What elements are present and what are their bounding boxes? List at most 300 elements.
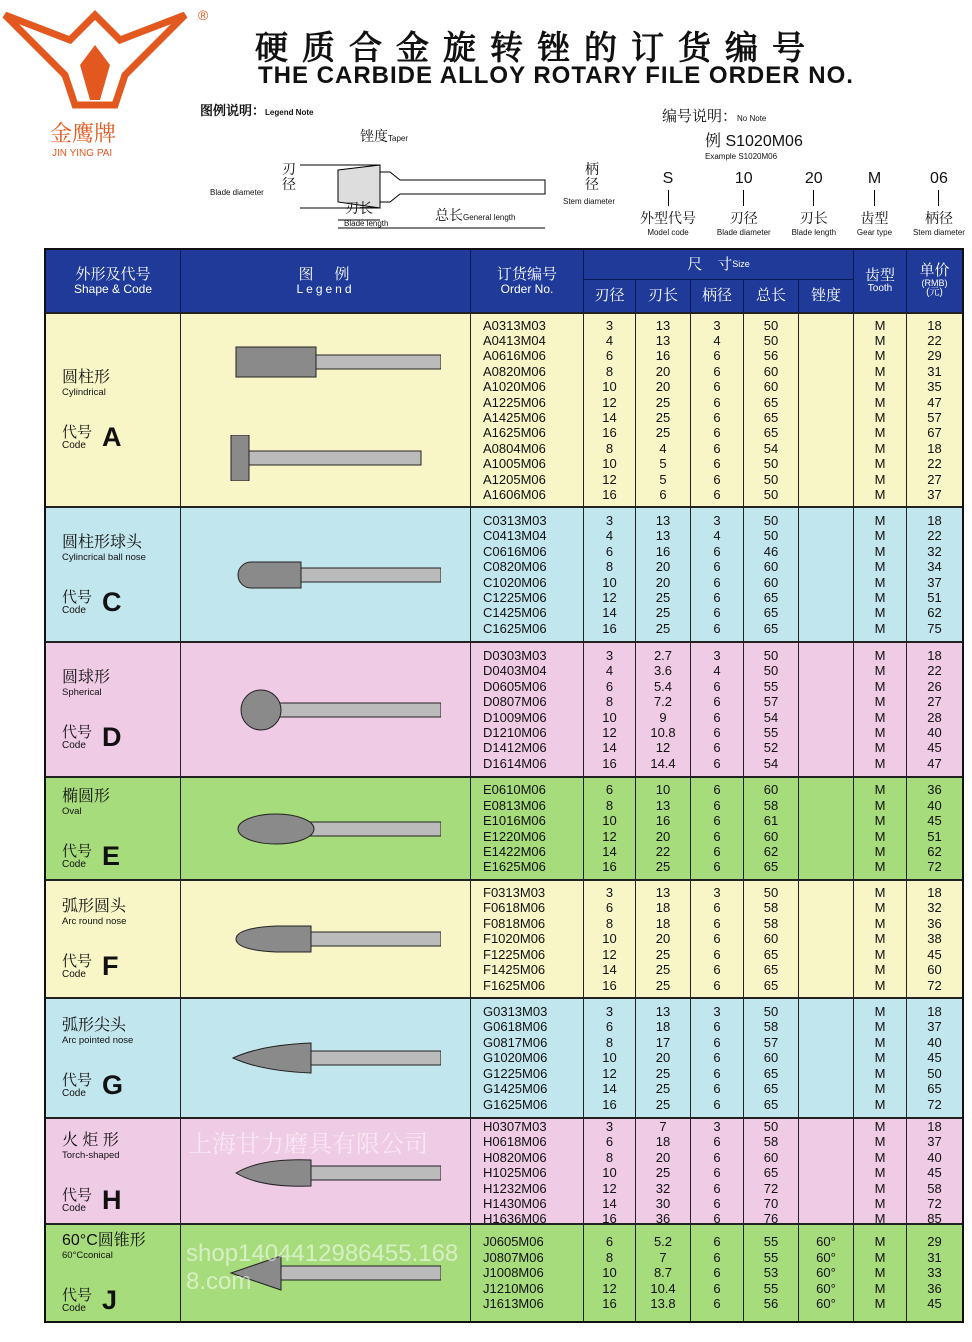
blade-dia-value: 16 bbox=[602, 1096, 617, 1112]
blade-len-value: 13 bbox=[655, 528, 671, 544]
code-label-en: Code bbox=[62, 1202, 86, 1214]
blade-len-value: 7.2 bbox=[653, 694, 673, 710]
total-len-value: 60 bbox=[763, 574, 779, 590]
tooth-value: M bbox=[874, 317, 886, 333]
tooth-column bbox=[854, 881, 907, 997]
tooth-value: M bbox=[874, 946, 886, 962]
blade-len-value: 25 bbox=[655, 1081, 671, 1097]
total-len-value: 50 bbox=[763, 1004, 779, 1020]
total-len-value: 60 bbox=[763, 782, 779, 798]
total-len-value: 52 bbox=[763, 740, 779, 756]
tooth-column bbox=[854, 999, 907, 1117]
blade-len-column bbox=[636, 1119, 691, 1227]
price-value: 40 bbox=[927, 1149, 942, 1165]
order-no-value: D1009M06 bbox=[483, 709, 547, 725]
shape-name-cn: 弧形尖头 bbox=[62, 1017, 127, 1034]
order-no-value: H0820M06 bbox=[483, 1149, 547, 1165]
total-len-value: 65 bbox=[763, 962, 779, 978]
total-len-value: 65 bbox=[763, 1165, 779, 1181]
header-shape: 外形及代号 Shape & Code bbox=[46, 250, 181, 312]
price-value: 36 bbox=[927, 1280, 942, 1296]
price-value: 45 bbox=[927, 1165, 942, 1181]
legend-cell bbox=[181, 999, 471, 1117]
total-len-value: 58 bbox=[763, 915, 779, 931]
stem-dia-value: 6 bbox=[713, 487, 721, 503]
price-value: 47 bbox=[927, 394, 942, 410]
order-no-value: G1425M06 bbox=[483, 1081, 548, 1097]
stem-dia-value: 6 bbox=[713, 363, 721, 379]
blade-len-value: 32 bbox=[655, 1180, 671, 1196]
watermark-shop: shop1404412986455.1688.com bbox=[186, 1240, 459, 1295]
order-no-value: A0804M06 bbox=[483, 440, 546, 456]
order-table bbox=[44, 248, 964, 1323]
header-blade-len: 刃长 bbox=[636, 280, 691, 312]
blade-len-value: 25 bbox=[655, 394, 671, 410]
stem-diameter-label-en: Stem diameter bbox=[563, 197, 616, 206]
stem-dia-value: 6 bbox=[713, 1134, 721, 1150]
total-len-value: 65 bbox=[763, 394, 779, 410]
shape-cell bbox=[46, 508, 181, 641]
tooth-value: M bbox=[874, 755, 886, 771]
blade-len-value: 13 bbox=[655, 332, 671, 348]
blade-dia-value: 10 bbox=[602, 1265, 617, 1281]
taper-value bbox=[824, 648, 828, 663]
price-column bbox=[907, 508, 962, 641]
order-no-value: A1225M06 bbox=[483, 394, 546, 410]
code-label-cn: 代号 bbox=[62, 723, 93, 741]
blade-dia-value: 14 bbox=[602, 605, 617, 621]
brand-logo bbox=[0, 5, 209, 165]
taper-value bbox=[824, 931, 828, 946]
blade-dia-column bbox=[584, 314, 636, 506]
tool-image-icon bbox=[211, 806, 441, 852]
example-code-en: Example S1020M06 bbox=[705, 152, 778, 161]
order-no-value: H1232M06 bbox=[483, 1180, 547, 1196]
stem-dia-value: 6 bbox=[713, 394, 721, 410]
tool-image-icon bbox=[211, 552, 441, 598]
blade-len-value: 25 bbox=[655, 1165, 671, 1181]
blade-len-value: 22 bbox=[655, 843, 671, 859]
tooth-value: M bbox=[874, 589, 886, 605]
tooth-value: M bbox=[874, 379, 886, 395]
order-no-value: C0820M06 bbox=[483, 559, 547, 575]
taper-value bbox=[824, 1165, 828, 1180]
blade-dia-value: 6 bbox=[605, 1134, 614, 1150]
order-no-value: A0313M03 bbox=[483, 317, 546, 333]
price-value: 33 bbox=[927, 1265, 942, 1281]
total-len-value: 65 bbox=[763, 605, 779, 621]
stem-dia-value: 3 bbox=[713, 1119, 721, 1134]
tooth-value: M bbox=[874, 574, 886, 590]
blade-dia-value: 6 bbox=[605, 543, 614, 559]
blade-dia-value: 12 bbox=[602, 471, 617, 487]
stem-dia-value: 6 bbox=[713, 740, 721, 756]
blade-len-value: 5.2 bbox=[653, 1234, 673, 1250]
total-len-value: 65 bbox=[763, 977, 779, 993]
code-parts bbox=[640, 170, 965, 237]
total-len-value: 56 bbox=[763, 348, 779, 364]
tool-dimension-diagram bbox=[300, 150, 560, 230]
header-order-no: 订货编号 Order No. bbox=[471, 250, 584, 312]
price-value: 65 bbox=[927, 1081, 942, 1097]
stem-dia-value: 6 bbox=[713, 755, 721, 771]
blade-dia-value: 10 bbox=[602, 709, 617, 725]
order-no-column bbox=[471, 881, 584, 997]
total-len-value: 57 bbox=[763, 694, 779, 710]
order-no-value: A1005M06 bbox=[483, 456, 546, 472]
divider bbox=[938, 190, 939, 206]
taper-value bbox=[824, 379, 828, 394]
tooth-value: M bbox=[874, 605, 886, 621]
blade-len-value: 20 bbox=[655, 363, 671, 379]
price-value: 38 bbox=[927, 931, 942, 947]
price-value: 58 bbox=[927, 1180, 942, 1196]
total-len-column bbox=[744, 643, 799, 776]
blade-dia-value: 6 bbox=[605, 900, 614, 916]
tooth-value: M bbox=[874, 843, 886, 859]
blade-len-value: 25 bbox=[655, 946, 671, 962]
price-value: 57 bbox=[927, 410, 942, 425]
header-taper: 锉度 bbox=[799, 280, 854, 312]
total-len-value: 58 bbox=[763, 797, 779, 813]
order-no-value: A1425M06 bbox=[483, 410, 546, 425]
blade-dia-value: 14 bbox=[602, 1196, 617, 1212]
shape-name-cn: 60°C圆锥形 bbox=[62, 1232, 146, 1249]
price-value: 36 bbox=[927, 782, 942, 798]
price-value: 32 bbox=[927, 543, 942, 559]
total-len-value: 55 bbox=[763, 1249, 779, 1265]
order-no-value: F0618M06 bbox=[483, 900, 546, 916]
tooth-value: M bbox=[874, 709, 886, 725]
blade-dia-value: 3 bbox=[605, 1119, 614, 1134]
blade-dia-value: 12 bbox=[602, 946, 617, 962]
stem-dia-value: 6 bbox=[713, 1096, 721, 1112]
blade-len-value: 13 bbox=[655, 797, 671, 813]
total-len-value: 60 bbox=[763, 828, 779, 844]
taper-value bbox=[824, 962, 828, 977]
tooth-value: M bbox=[874, 1134, 886, 1150]
order-no-value: C1425M06 bbox=[483, 605, 547, 621]
code-label-cn: 代号 bbox=[62, 842, 93, 860]
stem-dia-value: 6 bbox=[713, 931, 721, 947]
tooth-column bbox=[854, 314, 907, 506]
tooth-value: M bbox=[874, 456, 886, 472]
eagle-logo-icon bbox=[0, 5, 190, 125]
stem-dia-value: 6 bbox=[713, 1149, 721, 1165]
code-label-en: Code bbox=[62, 1303, 86, 1314]
tooth-column bbox=[854, 508, 907, 641]
stem-dia-value: 6 bbox=[713, 1296, 721, 1312]
taper-value bbox=[824, 813, 828, 828]
header-legend: 图 例 Legend bbox=[181, 250, 471, 312]
total-len-value: 60 bbox=[763, 559, 779, 575]
price-value: 31 bbox=[927, 1249, 942, 1265]
blade-dia-value: 8 bbox=[605, 440, 614, 456]
tooth-value: M bbox=[874, 724, 886, 740]
taper-column bbox=[799, 314, 854, 506]
price-value: 72 bbox=[927, 1096, 942, 1112]
order-no-value: A1205M06 bbox=[483, 471, 546, 487]
taper-value bbox=[824, 528, 828, 543]
divider bbox=[874, 190, 875, 206]
total-len-value: 55 bbox=[763, 724, 779, 740]
price-value: 67 bbox=[927, 425, 942, 441]
taper-value bbox=[824, 1081, 828, 1096]
tooth-column bbox=[854, 643, 907, 776]
registered-mark: ® bbox=[198, 7, 209, 23]
stem-dia-value: 6 bbox=[713, 678, 721, 694]
tooth-value: M bbox=[874, 1196, 886, 1212]
tooth-value: M bbox=[874, 663, 886, 679]
title-cn: 硬质合金旋转锉的订货编号 bbox=[255, 28, 819, 67]
price-value: 18 bbox=[927, 512, 942, 528]
tooth-value: M bbox=[874, 931, 886, 947]
blade-len-value: 17 bbox=[655, 1034, 671, 1050]
taper-value bbox=[824, 575, 828, 590]
blade-dia-column bbox=[584, 643, 636, 776]
stem-dia-value: 6 bbox=[713, 410, 721, 425]
blade-len-value: 25 bbox=[655, 410, 671, 425]
shape-name-en: 60°Cconical bbox=[62, 1250, 113, 1261]
code-part-cn: 柄径 bbox=[924, 210, 953, 226]
shape-name-cn: 弧形圆头 bbox=[62, 898, 127, 915]
code-label-cn: 代号 bbox=[62, 424, 93, 441]
order-no-value: G1225M06 bbox=[483, 1065, 548, 1081]
stem-dia-value: 6 bbox=[713, 1249, 721, 1265]
code-part-en: Gear type bbox=[856, 228, 893, 237]
shape-code: E bbox=[102, 840, 121, 871]
blade-len-value: 12 bbox=[655, 740, 671, 756]
section-e bbox=[46, 776, 962, 879]
code-part bbox=[857, 170, 892, 237]
tooth-value: M bbox=[874, 1019, 886, 1035]
taper-value: 60° bbox=[816, 1296, 836, 1312]
shape-name-en: Cylindrical bbox=[62, 387, 106, 398]
order-no-value: C1625M06 bbox=[483, 620, 547, 636]
tooth-value: M bbox=[874, 1249, 886, 1265]
tooth-value: M bbox=[874, 1004, 886, 1020]
total-len-column bbox=[744, 999, 799, 1117]
stem-dia-value: 6 bbox=[713, 1081, 721, 1097]
blade-dia-value: 12 bbox=[602, 724, 617, 740]
stem-dia-column bbox=[691, 1119, 744, 1227]
section-d bbox=[46, 641, 962, 776]
total-len-value: 76 bbox=[763, 1211, 779, 1227]
total-len-column bbox=[744, 508, 799, 641]
tooth-value: M bbox=[874, 410, 886, 425]
price-column bbox=[907, 643, 962, 776]
price-value: 45 bbox=[927, 946, 942, 962]
stem-dia-value: 6 bbox=[713, 1234, 721, 1250]
stem-dia-value: 6 bbox=[713, 559, 721, 575]
blade-dia-value: 12 bbox=[602, 1065, 617, 1081]
order-no-column bbox=[471, 508, 584, 641]
stem-dia-value: 6 bbox=[713, 471, 721, 487]
tooth-value: M bbox=[874, 620, 886, 636]
order-no-value: E1220M06 bbox=[483, 828, 546, 844]
blade-dia-value: 14 bbox=[602, 740, 617, 756]
price-value: 18 bbox=[927, 1004, 942, 1020]
taper-value bbox=[824, 663, 828, 678]
total-len-value: 61 bbox=[763, 813, 779, 829]
total-len-column bbox=[744, 881, 799, 997]
brand-name-en: JIN YING PAI bbox=[52, 148, 113, 159]
tooth-value: M bbox=[874, 1280, 886, 1296]
order-no-value: J0807M06 bbox=[483, 1249, 544, 1265]
order-no-value: A1625M06 bbox=[483, 425, 546, 441]
taper-value: 60° bbox=[816, 1249, 836, 1265]
price-value: 22 bbox=[927, 332, 942, 348]
blade-len-value: 14.4 bbox=[650, 755, 676, 771]
total-len-value: 72 bbox=[763, 1180, 779, 1196]
order-no-value: J1210M06 bbox=[483, 1280, 544, 1296]
header-stem-dia: 柄径 bbox=[691, 280, 744, 312]
price-value: 22 bbox=[927, 456, 942, 472]
blade-len-value: 7 bbox=[659, 1249, 667, 1265]
stem-dia-value: 6 bbox=[713, 1050, 721, 1066]
price-value: 85 bbox=[927, 1211, 942, 1227]
blade-dia-value: 10 bbox=[602, 1050, 617, 1066]
blade-len-column bbox=[636, 314, 691, 506]
blade-len-value: 25 bbox=[655, 589, 671, 605]
total-len-value: 60 bbox=[763, 379, 779, 395]
stem-dia-value: 6 bbox=[713, 605, 721, 621]
code-label-cn: 代号 bbox=[62, 588, 93, 606]
tooth-value: M bbox=[874, 425, 886, 441]
blade-len-value: 5 bbox=[659, 471, 667, 487]
stem-dia-value: 6 bbox=[713, 543, 721, 559]
taper-value bbox=[824, 1035, 828, 1050]
stem-dia-column bbox=[691, 999, 744, 1117]
tooth-value: M bbox=[874, 487, 886, 503]
blade-len-value: 20 bbox=[655, 379, 671, 395]
taper-value bbox=[824, 694, 828, 709]
total-len-value: 58 bbox=[763, 900, 779, 916]
blade-dia-value: 8 bbox=[605, 694, 614, 710]
blade-dia-value: 8 bbox=[605, 1249, 614, 1265]
tooth-value: M bbox=[874, 348, 886, 364]
taper-column bbox=[799, 508, 854, 641]
order-no-value: H0307M03 bbox=[483, 1119, 547, 1134]
blade-diameter-label-en: Blade diameter bbox=[210, 188, 264, 197]
blade-len-value: 18 bbox=[655, 915, 671, 931]
tooth-value: M bbox=[874, 1211, 886, 1227]
order-no-value: E0610M06 bbox=[483, 782, 546, 798]
total-len-value: 70 bbox=[763, 1196, 779, 1212]
price-value: 28 bbox=[927, 709, 942, 725]
shape-cell bbox=[46, 999, 181, 1117]
taper-value bbox=[824, 456, 828, 471]
taper-value bbox=[824, 978, 828, 993]
tooth-value: M bbox=[874, 1265, 886, 1281]
blade-len-value: 16 bbox=[655, 813, 671, 829]
taper-label: 锉度Taper bbox=[360, 128, 409, 144]
tooth-value: M bbox=[874, 977, 886, 993]
blade-len-value: 7 bbox=[659, 1119, 667, 1134]
section-j bbox=[46, 1223, 962, 1321]
code-part bbox=[640, 170, 696, 237]
order-no-value: F1020M06 bbox=[483, 931, 546, 947]
tooth-value: M bbox=[874, 900, 886, 916]
taper-value bbox=[824, 798, 828, 813]
tooth-value: M bbox=[874, 797, 886, 813]
order-no-value: D0403M04 bbox=[483, 663, 547, 679]
blade-dia-value: 14 bbox=[602, 962, 617, 978]
total-len-value: 50 bbox=[763, 332, 779, 348]
order-no-value: A1020M06 bbox=[483, 379, 546, 395]
order-no-value: G0817M06 bbox=[483, 1034, 548, 1050]
total-len-value: 58 bbox=[763, 1019, 779, 1035]
tooth-value: M bbox=[874, 647, 886, 663]
taper-column bbox=[799, 999, 854, 1117]
order-no-value: A0616M06 bbox=[483, 348, 546, 364]
blade-dia-value: 16 bbox=[602, 859, 617, 875]
stem-dia-value: 6 bbox=[713, 1034, 721, 1050]
tooth-value: M bbox=[874, 440, 886, 456]
price-value: 40 bbox=[927, 1034, 942, 1050]
code-part-value: 20 bbox=[804, 170, 823, 187]
price-value: 37 bbox=[927, 487, 942, 503]
stem-dia-value: 6 bbox=[713, 977, 721, 993]
shape-name-cn: 椭圆形 bbox=[62, 787, 111, 805]
blade-len-value: 5 bbox=[659, 456, 667, 472]
blade-dia-column bbox=[584, 1119, 636, 1227]
blade-dia-value: 4 bbox=[605, 332, 614, 348]
order-no-value: J1613M06 bbox=[483, 1296, 544, 1312]
code-label-cn: 代号 bbox=[62, 1287, 93, 1304]
price-value: 45 bbox=[927, 1050, 942, 1066]
order-no-value: D1412M06 bbox=[483, 740, 547, 756]
stem-dia-column bbox=[691, 314, 744, 506]
order-no-value: D0303M03 bbox=[483, 647, 547, 663]
total-len-value: 65 bbox=[763, 1096, 779, 1112]
blade-dia-value: 16 bbox=[602, 620, 617, 636]
blade-dia-value: 12 bbox=[602, 1280, 617, 1296]
code-part-cn: 外型代号 bbox=[640, 210, 696, 226]
total-len-value: 53 bbox=[763, 1265, 779, 1281]
taper-value bbox=[824, 621, 828, 636]
taper-value bbox=[824, 1181, 828, 1196]
order-no-column bbox=[471, 314, 584, 506]
legend-note-label: 图例说明：Legend Note bbox=[200, 103, 314, 118]
price-column bbox=[907, 1119, 962, 1227]
shape-code: G bbox=[102, 1070, 124, 1101]
price-value: 72 bbox=[927, 977, 942, 993]
taper-value: 60° bbox=[816, 1234, 836, 1250]
blade-length-label-cn: 刃长 bbox=[345, 200, 373, 216]
stem-dia-value: 6 bbox=[713, 709, 721, 725]
total-len-value: 54 bbox=[763, 755, 779, 771]
order-no-value: C1225M06 bbox=[483, 589, 547, 605]
tooth-value: M bbox=[874, 363, 886, 379]
blade-len-value: 10.8 bbox=[650, 724, 676, 740]
stem-dia-value: 6 bbox=[713, 1065, 721, 1081]
blade-len-value: 20 bbox=[655, 1050, 671, 1066]
stem-dia-value: 6 bbox=[713, 813, 721, 829]
price-value: 18 bbox=[927, 1119, 942, 1134]
order-no-value: A0820M06 bbox=[483, 363, 546, 379]
price-value: 37 bbox=[927, 574, 942, 590]
stem-dia-value: 6 bbox=[713, 456, 721, 472]
total-len-value: 65 bbox=[763, 946, 779, 962]
total-len-value: 60 bbox=[763, 1149, 779, 1165]
price-value: 72 bbox=[927, 859, 942, 875]
blade-dia-value: 12 bbox=[602, 394, 617, 410]
taper-value bbox=[824, 605, 828, 620]
legend-cell bbox=[181, 314, 471, 506]
header-price: 单价 (RMB) (元) bbox=[919, 262, 950, 299]
blade-len-value: 16 bbox=[655, 543, 671, 559]
